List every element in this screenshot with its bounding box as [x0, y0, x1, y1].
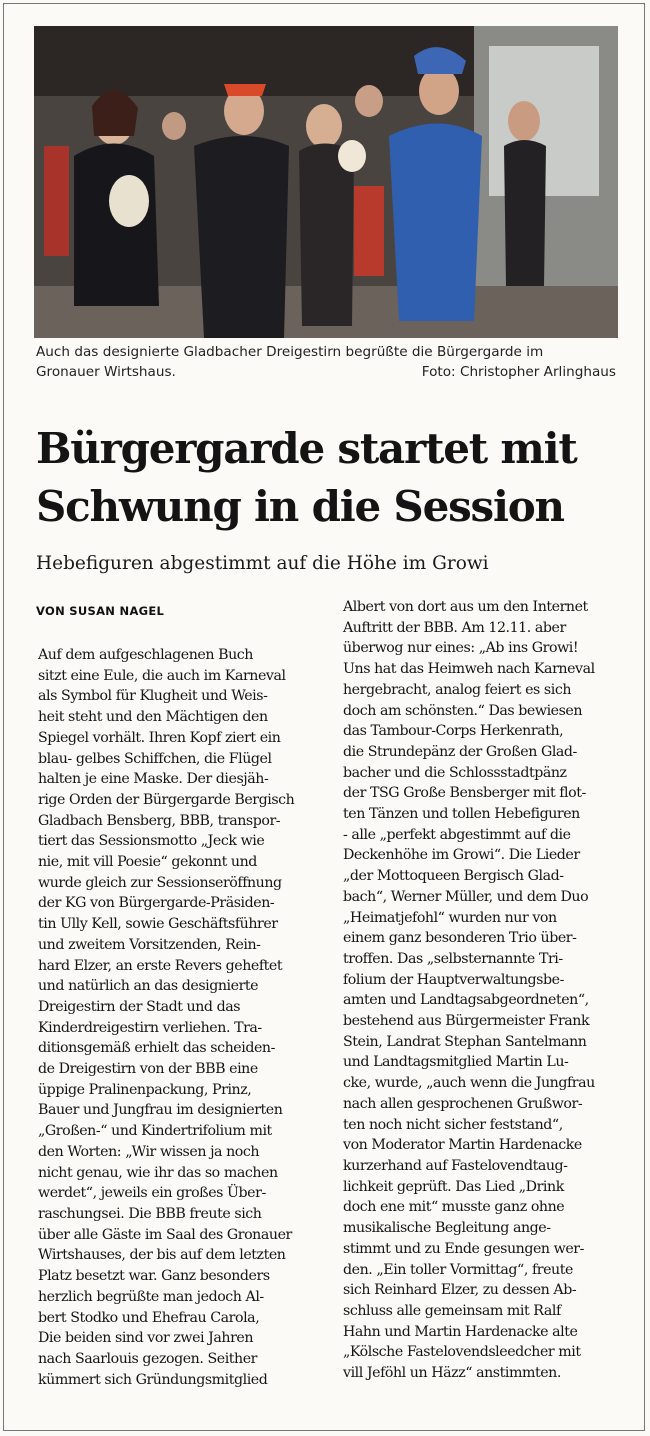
- text-line: Uns hat das Heimweh nach Karneval: [343, 661, 595, 678]
- text-line: „Kölsche Fastelovendsleedcher mit: [343, 1344, 581, 1361]
- text-line: den. „Ein toller Vormittag“, freute: [343, 1261, 573, 1278]
- text-line: der KG von Bürgergarde-Präsiden-: [38, 895, 275, 912]
- text-line: „Heimatjefohl“ wurden nur von: [343, 909, 557, 926]
- text-line: Bauer und Jungfrau im designierten: [38, 1102, 283, 1119]
- text-line: Wirtshauses, der bis auf dem letzten: [38, 1247, 286, 1264]
- text-line: vill Jeföhl un Häzz“ anstimmten.: [343, 1365, 561, 1382]
- text-line: und natürlich an das designierte: [38, 978, 259, 995]
- text-line: amten und Landtagsabgeordneten“,: [343, 992, 589, 1009]
- article-column-1: [38, 645, 324, 1390]
- text-line: wurde gleich zur Sessionseröffnung: [38, 874, 282, 891]
- text-line: rige Orden der Bürgergarde Bergisch: [38, 791, 295, 808]
- text-line: Hahn und Martin Hardenacke alte: [343, 1323, 578, 1340]
- text-line: bach“, Werner Müller, und dem Duo: [343, 888, 589, 905]
- text-line: nicht genau, wie ihr das so machen: [38, 1164, 278, 1181]
- text-line: nach allen gesprochenen Grußwor-: [343, 1095, 583, 1112]
- text-line: kümmert sich Gründungsmitglied: [38, 1371, 268, 1388]
- text-line: - alle „perfekt abgestimmt auf die: [343, 826, 571, 843]
- headline-line-2: Schwung in die Session: [36, 482, 564, 531]
- text-line: musikalische Begleitung ange-: [343, 1220, 551, 1237]
- text-line: bert Stodko und Ehefrau Carola,: [38, 1309, 260, 1326]
- caption-line-2: Gronauer Wirtshaus.: [36, 364, 176, 380]
- text-line: kurzerhand auf Fastelovendtaug-: [343, 1157, 568, 1174]
- text-line: die Strundepänz der Großen Glad-: [343, 743, 577, 760]
- text-line: doch ene mit“ musste ganz ohne: [343, 1199, 565, 1216]
- text-line: das Tambour-Corps Herkenrath,: [343, 723, 564, 740]
- text-line: als Symbol für Klugheit und Weis-: [38, 688, 268, 705]
- text-line: bacher und die Schlossstadtpänz: [343, 764, 567, 781]
- text-line: Deckenhöhe im Growi“. Die Lieder: [343, 847, 580, 864]
- text-line: über alle Gäste im Saal des Gronauer: [38, 1226, 292, 1243]
- text-line: Auf dem aufgeschlagenen Buch: [38, 647, 253, 663]
- text-line: üppige Pralinenpackung, Prinz,: [38, 1081, 252, 1098]
- text-line: und Landtagsmitglied Martin Lu-: [343, 1054, 569, 1071]
- text-line: de Dreigestirn von der BBB eine: [38, 1061, 258, 1078]
- text-line: „Großen-“ und Kindertrifolium mit: [38, 1123, 272, 1140]
- text-line: ten Tänzen und tollen Hebefiguren: [343, 806, 580, 823]
- text-line: Kinderdreigestirn verliehen. Tra-: [38, 1019, 262, 1036]
- article-photo: [34, 26, 618, 338]
- headline-line-1: Bürgergarde startet mit: [36, 424, 577, 473]
- photo-credit: Foto: Christopher Arlinghaus: [421, 364, 616, 380]
- text-line: Stein, Landrat Stephan Santelmann: [343, 1033, 587, 1050]
- text-line: herzlich begrüßte man jedoch Al-: [38, 1288, 264, 1305]
- text-line: hard Elzer, an erste Revers geheftet: [38, 957, 283, 974]
- text-line: troffen. Das „selbsternannte Tri-: [343, 950, 563, 967]
- text-line: stimmt und zu Ende gesungen wer-: [343, 1240, 584, 1257]
- text-line: Albert von dort aus um den Internet: [343, 599, 588, 615]
- text-line: bestehend aus Bürgermeister Frank: [343, 1013, 590, 1030]
- article-byline: VON SUSAN NAGEL: [36, 604, 165, 618]
- text-line: tiert das Sessionsmotto „Jeck wie: [38, 833, 265, 850]
- text-line: Die beiden sind vor zwei Jahren: [38, 1330, 254, 1347]
- text-line: und zweitem Vorsitzenden, Rein-: [38, 936, 261, 953]
- text-line: Platz besetzt war. Ganz besonders: [38, 1268, 270, 1285]
- text-line: den Worten: „Wir wissen ja noch: [38, 1143, 260, 1160]
- text-line: werdet“, jeweils ein großes Über-: [38, 1185, 266, 1202]
- text-line: raschungsei. Die BBB freute sich: [38, 1205, 262, 1222]
- text-line: Auftritt der BBB. Am 12.11. aber: [343, 619, 566, 636]
- text-line: der TSG Große Bensberger mit flot-: [343, 785, 586, 802]
- text-line: Spiegel vorhält. Ihren Kopf ziert ein: [38, 729, 281, 746]
- text-line: halten je eine Maske. Der diesjäh-: [38, 771, 269, 788]
- text-line: tin Ully Kell, sowie Geschäftsführer: [38, 916, 278, 933]
- text-line: sich Reinhard Elzer, zu dessen Ab-: [343, 1282, 577, 1299]
- text-line: ditionsgemäß erhielt das scheiden-: [38, 1040, 275, 1057]
- text-line: überwog nur eines: „Ab ins Growi!: [343, 640, 579, 657]
- text-line: folium der Hauptverwaltungsbe-: [343, 971, 564, 988]
- text-line: nach Saarlouis gezogen. Seither: [38, 1350, 258, 1367]
- text-line: sitzt eine Eule, die auch im Karneval: [38, 667, 286, 684]
- text-line: einem ganz besonderen Trio über-: [343, 930, 577, 947]
- text-line: heit steht und den Mächtigen den: [38, 709, 268, 726]
- photo-caption: [36, 342, 620, 382]
- text-line: hergebracht, analog feiert es sich: [343, 681, 572, 698]
- text-line: nie, mit vill Poesie“ gekonnt und: [38, 854, 257, 871]
- article-column-2: [343, 597, 629, 1384]
- text-line: schluss alle gemeinsam mit Ralf: [343, 1302, 561, 1319]
- text-line: lichkeit geprüft. Das Lied „Drink: [343, 1178, 564, 1195]
- article-subheadline: Hebefiguren abgestimmt auf die Höhe im Growi: [36, 553, 489, 574]
- text-line: ten noch nicht sicher feststand“,: [343, 1116, 563, 1133]
- text-line: von Moderator Martin Hardenacke: [343, 1137, 582, 1154]
- text-line: doch am schönsten.“ Das bewiesen: [343, 702, 583, 719]
- text-line: blau- gelbes Schiffchen, die Flügel: [38, 750, 272, 767]
- text-line: „der Mottoqueen Bergisch Glad-: [343, 868, 564, 885]
- caption-line-1: Auch das designierte Gladbacher Dreigestirn begrüßte die Bürgergarde im: [36, 344, 544, 360]
- text-line: Dreigestirn der Stadt und das: [38, 998, 241, 1015]
- article-headline: [36, 420, 636, 536]
- text-line: cke, wurde, „auch wenn die Jungfrau: [343, 1075, 595, 1092]
- text-line: Gladbach Bensberg, BBB, transpor-: [38, 812, 281, 829]
- photo-illustration: [34, 26, 618, 338]
